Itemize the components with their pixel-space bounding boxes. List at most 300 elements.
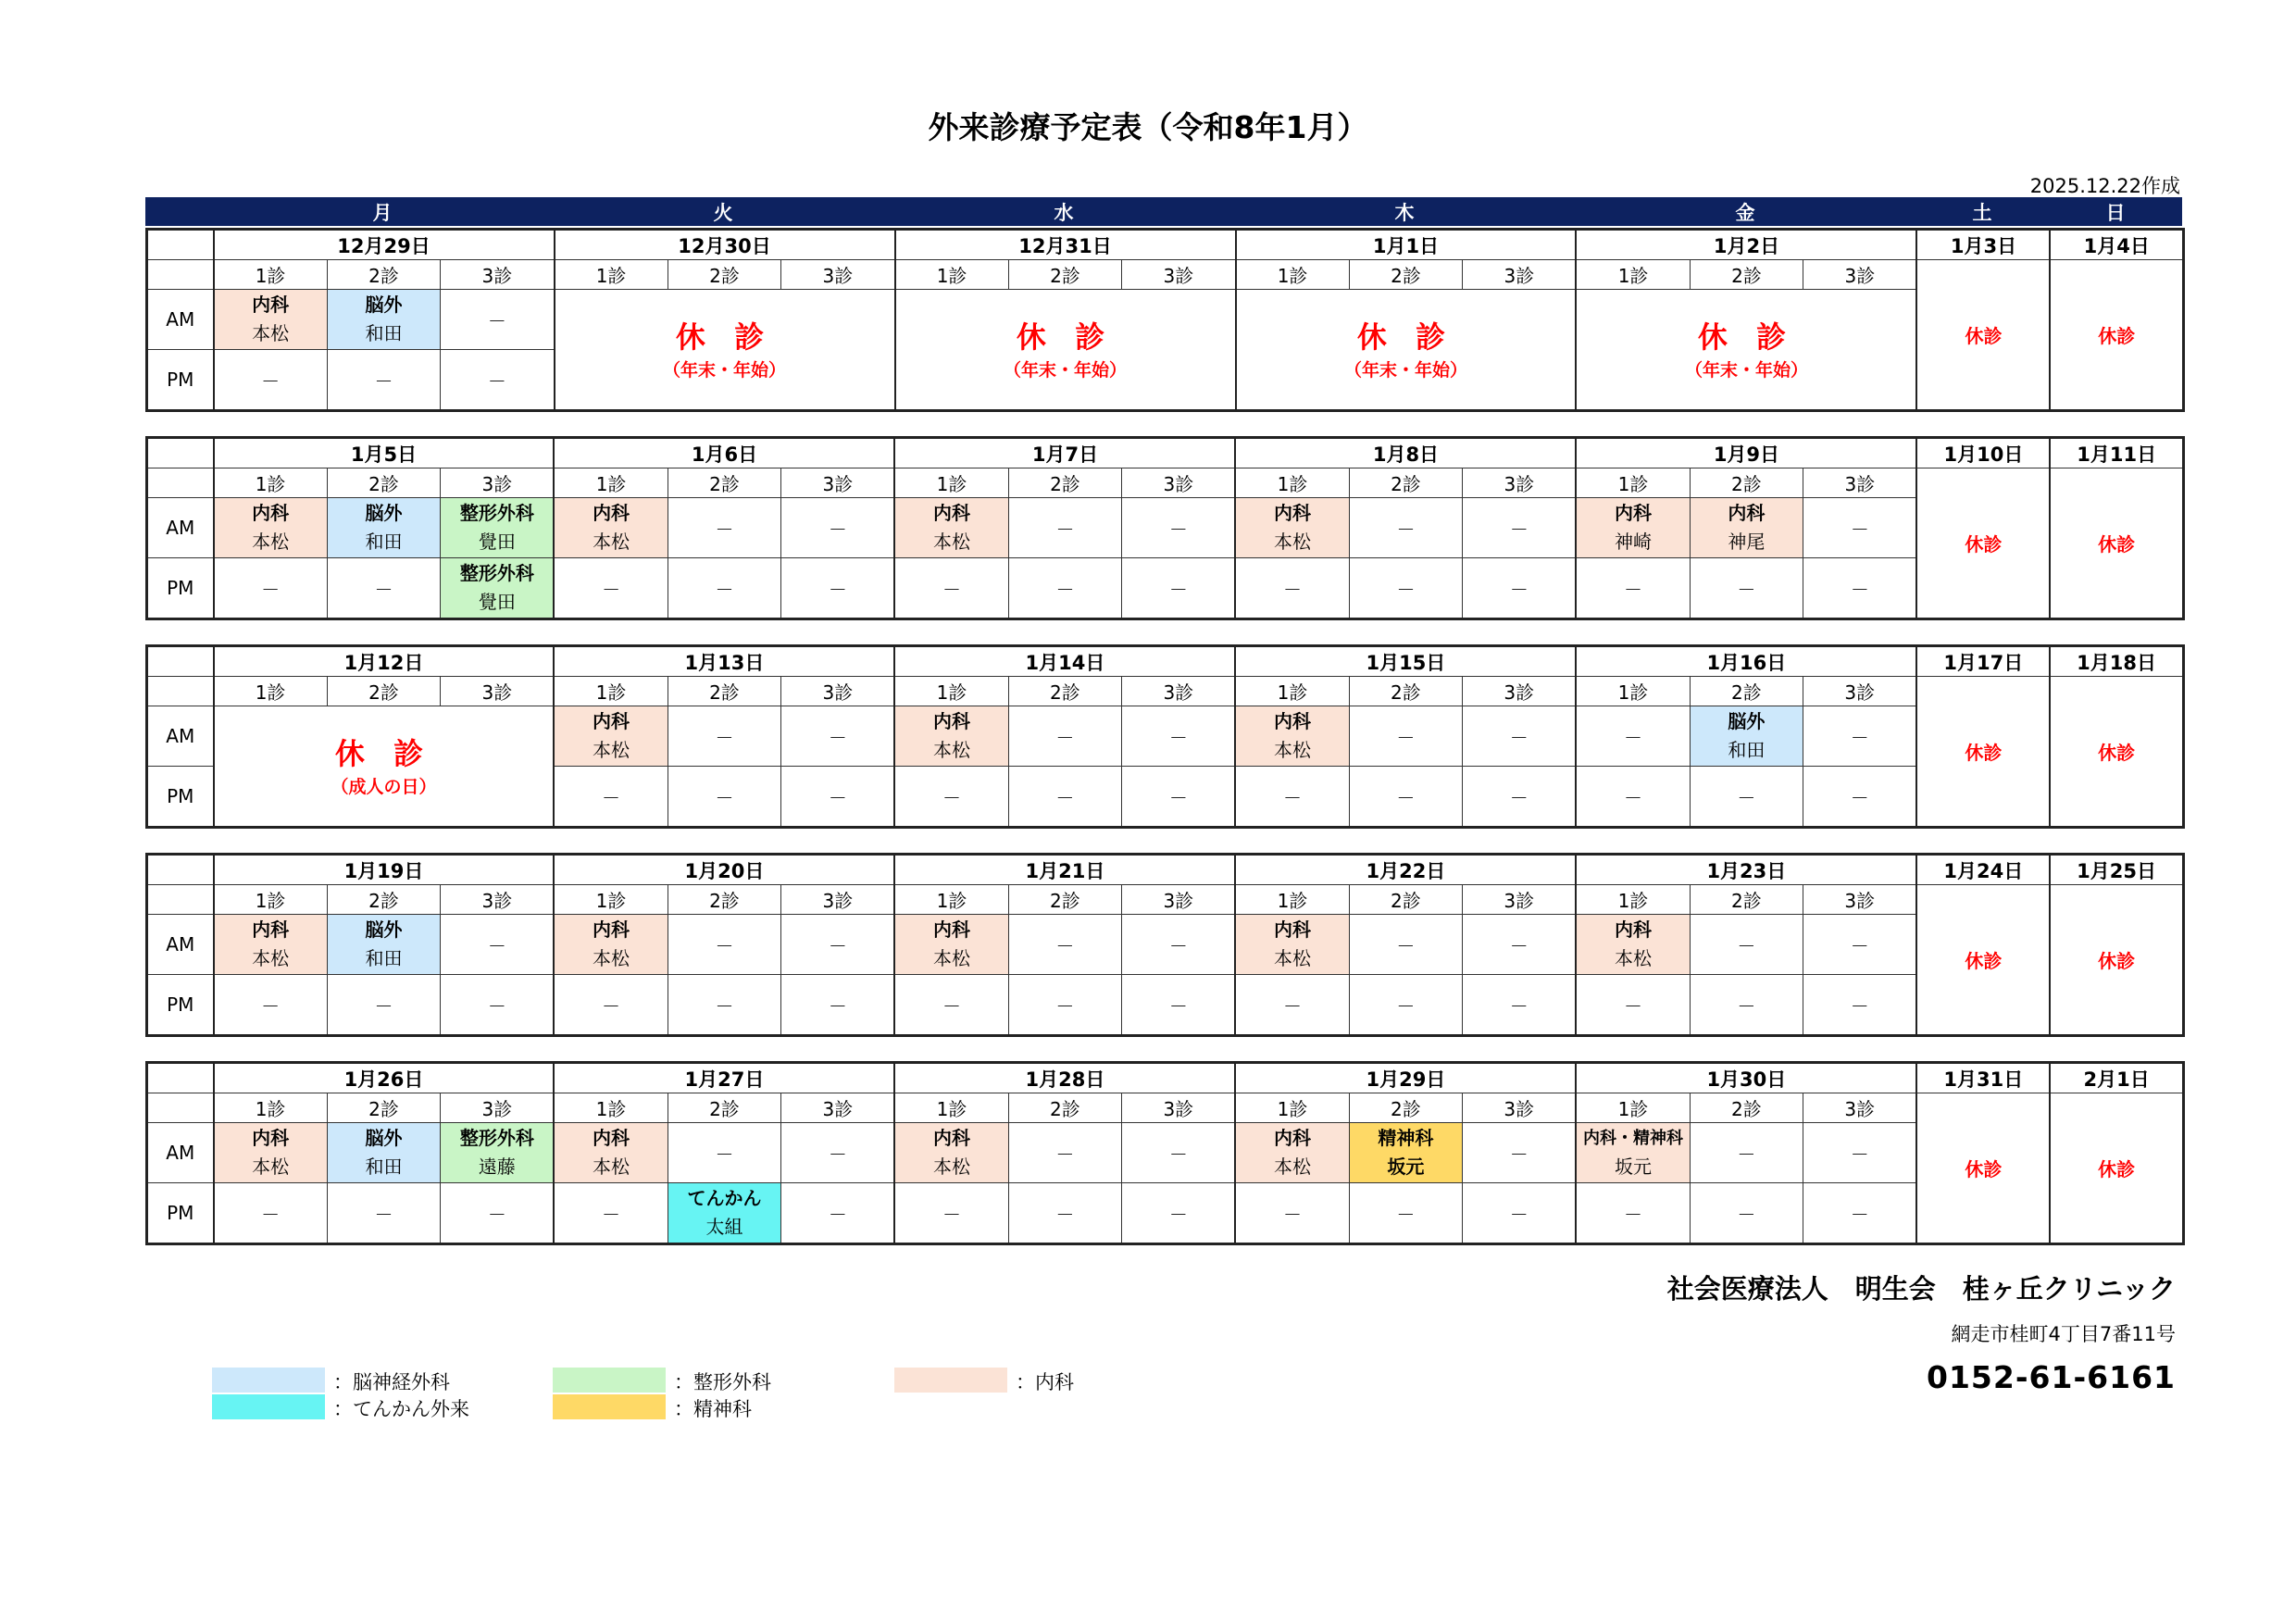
date-header: 1月22日 xyxy=(1235,855,1576,885)
department-name: 内科 xyxy=(252,918,290,941)
dash: － xyxy=(1055,726,1075,749)
slot-label: 3診 xyxy=(1803,885,1917,915)
dash: － xyxy=(942,786,962,809)
cell-empty xyxy=(1122,1183,1236,1244)
department-name: 整形外科 xyxy=(459,562,534,584)
dash: － xyxy=(1623,1203,1642,1226)
slot-label: 3診 xyxy=(781,468,895,498)
clinic-slot xyxy=(1690,706,1803,767)
dash: － xyxy=(942,1203,962,1226)
slot-label: 1診 xyxy=(554,885,668,915)
dash: － xyxy=(1396,578,1416,601)
slot-label: 3診 xyxy=(1463,468,1577,498)
date-header: 1月21日 xyxy=(894,855,1235,885)
cell-empty xyxy=(1349,975,1463,1036)
doctor-name: 本松 xyxy=(1274,531,1312,553)
blank-cell xyxy=(147,260,214,290)
dash: － xyxy=(1624,578,1643,601)
clinic-phone: 0152-61-6161 xyxy=(1926,1359,2176,1395)
cell-empty xyxy=(1122,975,1236,1036)
department-name: 内科 xyxy=(593,918,630,941)
doctor-name: 本松 xyxy=(593,947,630,969)
date-header-sun: 1月25日 xyxy=(2050,855,2183,885)
cell-empty xyxy=(441,1183,555,1244)
dash: － xyxy=(1850,1143,1869,1166)
clinic-slot xyxy=(1235,706,1349,767)
slot-label: 3診 xyxy=(1122,468,1236,498)
cell-empty xyxy=(554,558,668,619)
cell-empty xyxy=(668,767,781,828)
pm-label: PM xyxy=(147,1183,214,1244)
slot-label: 1診 xyxy=(1576,468,1690,498)
doctor-name: 太組 xyxy=(705,1216,743,1238)
dash: － xyxy=(374,578,393,601)
doctor-name: 覺田 xyxy=(478,591,516,613)
dash: － xyxy=(1623,726,1642,749)
doctor-name: 神崎 xyxy=(1615,531,1653,553)
slot-label: 3診 xyxy=(1463,1093,1577,1123)
dash: － xyxy=(1396,994,1416,1018)
slot-label: 2診 xyxy=(1008,677,1122,706)
dash: － xyxy=(1396,934,1416,957)
week-table xyxy=(145,436,2185,620)
department-name: 内科 xyxy=(593,710,630,732)
cell-empty xyxy=(327,1183,441,1244)
pm-label: PM xyxy=(147,558,214,619)
week-table xyxy=(145,1061,2185,1245)
clinic-slot xyxy=(327,290,441,350)
cell-empty xyxy=(327,975,441,1036)
cell-empty xyxy=(554,975,668,1036)
dash: － xyxy=(487,369,506,393)
week-table xyxy=(145,228,2185,412)
dash: － xyxy=(1055,1203,1075,1226)
slot-label: 1診 xyxy=(1576,885,1690,915)
cell-empty xyxy=(1349,915,1463,975)
date-header-sat: 1月10日 xyxy=(1916,438,2050,468)
slot-label: 2診 xyxy=(1690,468,1803,498)
dash: － xyxy=(1055,934,1075,957)
slot-label: 3診 xyxy=(1803,468,1917,498)
legend-swatch-neurosurgery xyxy=(212,1368,325,1393)
weekend-closed-sun xyxy=(2050,260,2183,411)
department-name: 内科 xyxy=(1273,918,1311,941)
department-name: 脳外 xyxy=(365,918,403,941)
closed-text: 休診 xyxy=(1965,950,2003,972)
dash: － xyxy=(261,1203,281,1226)
slot-label: 2診 xyxy=(668,1093,781,1123)
closed-text: 休診 xyxy=(2098,1158,2136,1181)
dash: － xyxy=(1055,994,1075,1018)
date-header: 1月8日 xyxy=(1235,438,1576,468)
slot-label: 1診 xyxy=(1576,1093,1690,1123)
cell-empty xyxy=(781,706,895,767)
closed-text: 休診 xyxy=(2098,950,2136,972)
dash: － xyxy=(828,726,847,749)
cell-empty xyxy=(1122,915,1236,975)
weekday-thu: 木 xyxy=(1394,201,1415,224)
week-table xyxy=(145,853,2185,1037)
dash: － xyxy=(828,578,847,601)
cell-empty xyxy=(668,558,781,619)
dash: － xyxy=(602,578,621,601)
clinic-slot xyxy=(894,1123,1008,1183)
dash: － xyxy=(1509,726,1529,749)
closed-reason: （成人の日） xyxy=(331,776,437,797)
date-header: 1月30日 xyxy=(1576,1063,1916,1093)
cell-empty xyxy=(1463,558,1577,619)
date-header-sat: 1月17日 xyxy=(1916,646,2050,677)
closed-text: 休診 xyxy=(2098,533,2136,556)
date-header-sat: 1月31日 xyxy=(1916,1063,2050,1093)
cell-empty xyxy=(1803,706,1917,767)
dash: － xyxy=(1623,994,1642,1018)
dash: － xyxy=(1509,994,1529,1018)
weekend-closed-sun xyxy=(2050,1093,2183,1244)
slot-label: 1診 xyxy=(214,468,328,498)
department-name: てんかん xyxy=(687,1187,762,1209)
department-name: 内科 xyxy=(593,1127,630,1149)
cell-empty xyxy=(1576,558,1690,619)
pm-label: PM xyxy=(147,350,214,411)
clinic-slot xyxy=(554,706,668,767)
slot-label: 3診 xyxy=(1803,260,1917,290)
department-name: 脳外 xyxy=(365,294,403,316)
dash: － xyxy=(1168,934,1188,957)
slot-label: 3診 xyxy=(781,260,895,290)
doctor-name: 本松 xyxy=(593,531,630,553)
slot-label: 1診 xyxy=(214,260,328,290)
slot-label: 1診 xyxy=(1235,468,1349,498)
cell-empty xyxy=(1235,1183,1349,1244)
cell-empty xyxy=(1576,767,1690,828)
department-name: 内科 xyxy=(933,502,971,524)
clinic-slot xyxy=(1235,1123,1349,1183)
doctor-name: 遠藤 xyxy=(478,1156,516,1178)
cell-empty xyxy=(1349,706,1463,767)
dash: － xyxy=(1850,934,1869,957)
department-name: 内科 xyxy=(933,918,971,941)
dash: － xyxy=(1282,994,1302,1018)
department-name: 内科 xyxy=(1273,710,1311,732)
slot-label: 2診 xyxy=(668,260,781,290)
date-header-sat: 1月24日 xyxy=(1916,855,2050,885)
doctor-name: 和田 xyxy=(365,947,403,969)
slot-label: 2診 xyxy=(1690,677,1803,706)
dash: － xyxy=(1509,518,1529,541)
cell-empty xyxy=(1349,558,1463,619)
weekend-closed-sat xyxy=(1916,885,2050,1036)
dash: － xyxy=(1509,786,1529,809)
closed-text: 休診 xyxy=(1965,533,2003,556)
doctor-name: 本松 xyxy=(252,947,290,969)
dash: － xyxy=(1283,578,1303,601)
cell-empty xyxy=(781,915,895,975)
cell-empty xyxy=(1690,558,1803,619)
cell-empty xyxy=(781,767,895,828)
slot-label: 1診 xyxy=(554,677,668,706)
cell-empty xyxy=(668,498,781,558)
cell-empty xyxy=(1576,1183,1690,1244)
closed-text: 休診 xyxy=(2098,742,2136,764)
cell-empty xyxy=(1235,975,1349,1036)
date-header: 1月9日 xyxy=(1576,438,1916,468)
slot-label: 3診 xyxy=(781,677,895,706)
pm-label: PM xyxy=(147,975,214,1036)
blank-cell xyxy=(147,468,214,498)
clinic-slot xyxy=(554,498,668,558)
cell-empty xyxy=(1349,767,1463,828)
date-header: 1月26日 xyxy=(214,1063,555,1093)
legend-swatch-epilepsy xyxy=(212,1394,325,1419)
dash: － xyxy=(602,1203,621,1226)
dash: － xyxy=(374,1203,393,1226)
cell-empty xyxy=(1008,558,1122,619)
clinic-slot xyxy=(214,1123,328,1183)
doctor-name: 本松 xyxy=(252,1156,290,1178)
slot-label: 3診 xyxy=(1122,1093,1236,1123)
slot-label: 3診 xyxy=(1122,260,1236,290)
weekday-header-blank xyxy=(145,197,212,226)
weekend-closed-sun xyxy=(2050,885,2183,1036)
legend-label-psychiatry: ：精神科 xyxy=(674,1398,752,1420)
slot-label: 3診 xyxy=(441,677,555,706)
date-header: 12月29日 xyxy=(214,230,555,260)
weekend-closed-sat xyxy=(1916,468,2050,619)
slot-label: 1診 xyxy=(554,1093,668,1123)
cell-empty xyxy=(668,1123,781,1183)
doctor-name: 本松 xyxy=(593,739,630,761)
slot-label: 2診 xyxy=(1690,260,1803,290)
blank-cell xyxy=(147,855,214,885)
cell-empty xyxy=(1008,1183,1122,1244)
date-header: 12月30日 xyxy=(555,230,895,260)
clinic-slot xyxy=(1576,1123,1690,1183)
dash: － xyxy=(1850,1203,1869,1226)
date-header-sun: 1月4日 xyxy=(2050,230,2183,260)
department-name: 脳外 xyxy=(365,502,403,524)
dash: － xyxy=(942,578,962,601)
clinic-name: 社会医療法人 明生会 桂ヶ丘クリニック xyxy=(1666,1273,2176,1305)
weekend-closed-sat xyxy=(1916,1093,2050,1244)
department-name: 内科 xyxy=(933,1127,971,1149)
clinic-slot xyxy=(214,915,328,975)
cell-empty xyxy=(1576,975,1690,1036)
date-header: 1月14日 xyxy=(894,646,1235,677)
cell-empty xyxy=(1463,498,1577,558)
cell-empty xyxy=(894,1183,1008,1244)
closed-text: 休 診 xyxy=(1016,319,1115,355)
dash: － xyxy=(1055,786,1075,809)
doctor-name: 本松 xyxy=(933,947,971,969)
closed-day xyxy=(555,290,895,411)
dash: － xyxy=(1168,518,1188,541)
slot-label: 2診 xyxy=(668,885,781,915)
clinic-slot xyxy=(1576,498,1690,558)
cell-empty xyxy=(1803,498,1917,558)
weekend-closed-sun xyxy=(2050,468,2183,619)
legend-swatch-psychiatry xyxy=(553,1394,666,1419)
slot-label: 2診 xyxy=(1349,260,1463,290)
dash: － xyxy=(942,994,962,1018)
cell-empty xyxy=(214,558,328,619)
cell-empty xyxy=(781,1183,895,1244)
slot-label: 3診 xyxy=(1463,885,1577,915)
closed-day xyxy=(214,706,555,828)
dash: － xyxy=(487,994,506,1018)
clinic-slot xyxy=(894,706,1008,767)
cell-empty xyxy=(1122,706,1236,767)
department-name: 内科・精神科 xyxy=(1582,1129,1683,1148)
cell-empty xyxy=(781,975,895,1036)
am-label: AM xyxy=(147,1123,214,1183)
slot-label: 3診 xyxy=(1463,260,1577,290)
cell-empty xyxy=(441,290,555,350)
cell-empty xyxy=(554,1183,668,1244)
cell-empty xyxy=(668,915,781,975)
dash: － xyxy=(487,309,506,332)
clinic-slot xyxy=(327,498,441,558)
department-name: 脳外 xyxy=(365,1127,403,1149)
slot-label: 3診 xyxy=(1463,677,1577,706)
cell-empty xyxy=(554,767,668,828)
cell-empty xyxy=(1803,975,1917,1036)
dash: － xyxy=(1168,994,1188,1018)
department-name: 内科 xyxy=(252,502,290,524)
dash: － xyxy=(1168,726,1188,749)
clinic-slot xyxy=(554,915,668,975)
cell-empty xyxy=(1008,975,1122,1036)
slot-label: 1診 xyxy=(1576,677,1690,706)
clinic-address: 網走市桂町4丁目7番11号 xyxy=(1951,1323,2176,1345)
dash: － xyxy=(374,994,393,1018)
dash: － xyxy=(1396,726,1416,749)
date-header: 12月31日 xyxy=(895,230,1236,260)
department-name: 内科 xyxy=(1614,918,1652,941)
weekday-fri: 金 xyxy=(1735,201,1755,224)
cell-empty xyxy=(1803,915,1917,975)
clinic-slot xyxy=(554,1123,668,1183)
slot-label: 3診 xyxy=(781,1093,895,1123)
date-header: 1月23日 xyxy=(1576,855,1916,885)
cell-empty xyxy=(1463,975,1577,1036)
doctor-name: 和田 xyxy=(365,1156,403,1178)
closed-reason: （年末・年始） xyxy=(1003,359,1127,381)
dash: － xyxy=(828,1143,847,1166)
cell-empty xyxy=(1349,1183,1463,1244)
doctor-name: 坂元 xyxy=(1614,1156,1652,1178)
clinic-slot xyxy=(214,290,328,350)
slot-label: 2診 xyxy=(1008,885,1122,915)
cell-empty xyxy=(1008,767,1122,828)
cell-empty xyxy=(1008,1123,1122,1183)
date-header: 1月15日 xyxy=(1235,646,1576,677)
am-label: AM xyxy=(147,706,214,767)
slot-label: 1診 xyxy=(1576,260,1690,290)
cell-empty xyxy=(1122,767,1236,828)
doctor-name: 本松 xyxy=(933,739,971,761)
date-header: 1月16日 xyxy=(1576,646,1916,677)
department-name: 内科 xyxy=(252,1127,290,1149)
clinic-slot xyxy=(441,1123,555,1183)
doctor-name: 本松 xyxy=(1273,1156,1311,1178)
slot-label: 2診 xyxy=(1008,260,1122,290)
created-date: 2025.12.22作成 xyxy=(2029,175,2180,197)
slot-label: 2診 xyxy=(1349,468,1463,498)
cell-empty xyxy=(1463,1183,1577,1244)
weekend-closed-sat xyxy=(1916,260,2050,411)
department-name: 内科 xyxy=(1274,502,1312,524)
dash: － xyxy=(1396,786,1416,809)
dash: － xyxy=(1396,1203,1416,1226)
clinic-slot xyxy=(327,915,441,975)
closed-text: 休 診 xyxy=(1356,319,1455,355)
pm-label: PM xyxy=(147,767,214,828)
cell-empty xyxy=(441,975,555,1036)
cell-empty xyxy=(214,350,328,411)
dash: － xyxy=(715,994,734,1018)
slot-label: 2診 xyxy=(327,885,441,915)
department-name: 内科 xyxy=(1615,502,1653,524)
doctor-name: 坂元 xyxy=(1387,1156,1425,1178)
department-name: 内科 xyxy=(252,294,290,316)
blank-cell xyxy=(147,1093,214,1123)
slot-label: 2診 xyxy=(668,468,781,498)
slot-label: 2診 xyxy=(1349,677,1463,706)
slot-label: 3診 xyxy=(1803,1093,1917,1123)
clinic-slot xyxy=(1349,1123,1463,1183)
cell-empty xyxy=(668,706,781,767)
cell-empty xyxy=(1008,706,1122,767)
department-name: 内科 xyxy=(1273,1127,1311,1149)
closed-day xyxy=(1576,290,1916,411)
dash: － xyxy=(602,786,621,809)
weekend-closed-sat xyxy=(1916,677,2050,828)
slot-label: 2診 xyxy=(327,260,441,290)
dash: － xyxy=(1055,1143,1075,1166)
dash: － xyxy=(1168,1143,1188,1166)
date-header: 1月27日 xyxy=(554,1063,894,1093)
dash: － xyxy=(1168,578,1188,601)
date-header: 1月28日 xyxy=(894,1063,1235,1093)
week-table xyxy=(145,644,2185,829)
cell-empty xyxy=(1235,767,1349,828)
doctor-name: 本松 xyxy=(933,531,971,553)
legend-label-epilepsy: ：てんかん外来 xyxy=(333,1398,469,1420)
dash: － xyxy=(1168,786,1188,809)
date-header: 1月5日 xyxy=(214,438,555,468)
cell-empty xyxy=(1008,498,1122,558)
slot-label: 1診 xyxy=(554,468,668,498)
dash: － xyxy=(374,369,393,393)
cell-empty xyxy=(1690,1183,1803,1244)
dash: － xyxy=(261,994,281,1018)
closed-day xyxy=(1236,290,1577,411)
legend-swatch-orthopedics xyxy=(553,1368,666,1393)
dash: － xyxy=(1396,518,1416,541)
dash: － xyxy=(1168,1203,1188,1226)
cell-empty xyxy=(1463,767,1577,828)
doctor-name: 本松 xyxy=(1273,739,1311,761)
slot-label: 3診 xyxy=(441,260,555,290)
clinic-slot xyxy=(441,498,555,558)
slot-label: 2診 xyxy=(327,677,441,706)
cell-empty xyxy=(1463,915,1577,975)
dash: － xyxy=(1737,1203,1756,1226)
slot-label: 2診 xyxy=(1690,1093,1803,1123)
clinic-slot xyxy=(1576,915,1690,975)
dash: － xyxy=(828,934,847,957)
